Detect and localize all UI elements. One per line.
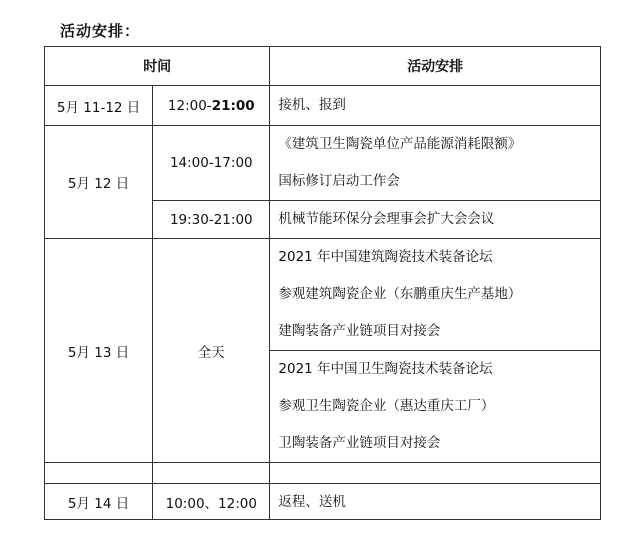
activity-line: 2021 年中国卫生陶瓷技术装备论坛 [278, 361, 493, 377]
section-heading: 活动安排： [60, 22, 141, 40]
activity-line: 建陶装备产业链项目对接会 [278, 323, 441, 339]
activity-line: 接机、报到 [278, 97, 346, 113]
time-cell: 14:00-17:00 [153, 126, 270, 201]
table-header-row [45, 47, 601, 86]
activity-cell [270, 484, 601, 520]
activity-cell [270, 201, 601, 239]
time-cell: 全天 [153, 239, 270, 463]
activity-line: 机械节能环保分会理事会扩大会会议 [278, 211, 495, 227]
table-row [45, 484, 601, 520]
date-cell: 5月 14 日 [45, 484, 153, 520]
activity-line: 《建筑卫生陶瓷单位产品能源消耗限额》 [278, 136, 522, 152]
date-cell: 5月 13 日 [45, 239, 153, 463]
date-cell: 5月 11-12 日 [45, 86, 153, 126]
spacer-cell [153, 463, 270, 484]
header-activity: 活动安排 [270, 47, 601, 86]
date-cell: 5月 12 日 [45, 126, 153, 239]
activity-line: 2021 年中国建筑陶瓷技术装备论坛 [278, 249, 493, 265]
activity-cell [270, 86, 601, 126]
activity-line: 参观建筑陶瓷企业（东鹏重庆生产基地） [278, 286, 522, 302]
spacer-cell [45, 463, 153, 484]
activity-cell [270, 239, 601, 351]
header-time: 时间 [45, 47, 270, 86]
spacer-row [45, 463, 601, 484]
activity-line: 国标修订启动工作会 [278, 173, 400, 189]
schedule-table [44, 46, 601, 520]
table-row [45, 239, 601, 351]
activity-line: 卫陶装备产业链项目对接会 [278, 435, 441, 451]
activity-line: 返程、送机 [278, 493, 346, 510]
activity-cell [270, 126, 601, 201]
spacer-cell [270, 463, 601, 484]
activity-line: 参观卫生陶瓷企业（惠达重庆工厂） [278, 398, 495, 414]
time-cell: 10:00、12:00 [153, 484, 270, 520]
time-cell: 19:30-21:00 [153, 201, 270, 239]
time-end: 21:00 [211, 97, 255, 114]
activity-cell [270, 351, 601, 463]
time-cell [153, 86, 270, 126]
table-row [45, 86, 601, 126]
time-start: 12:00- [167, 97, 212, 114]
table-row [45, 126, 601, 201]
